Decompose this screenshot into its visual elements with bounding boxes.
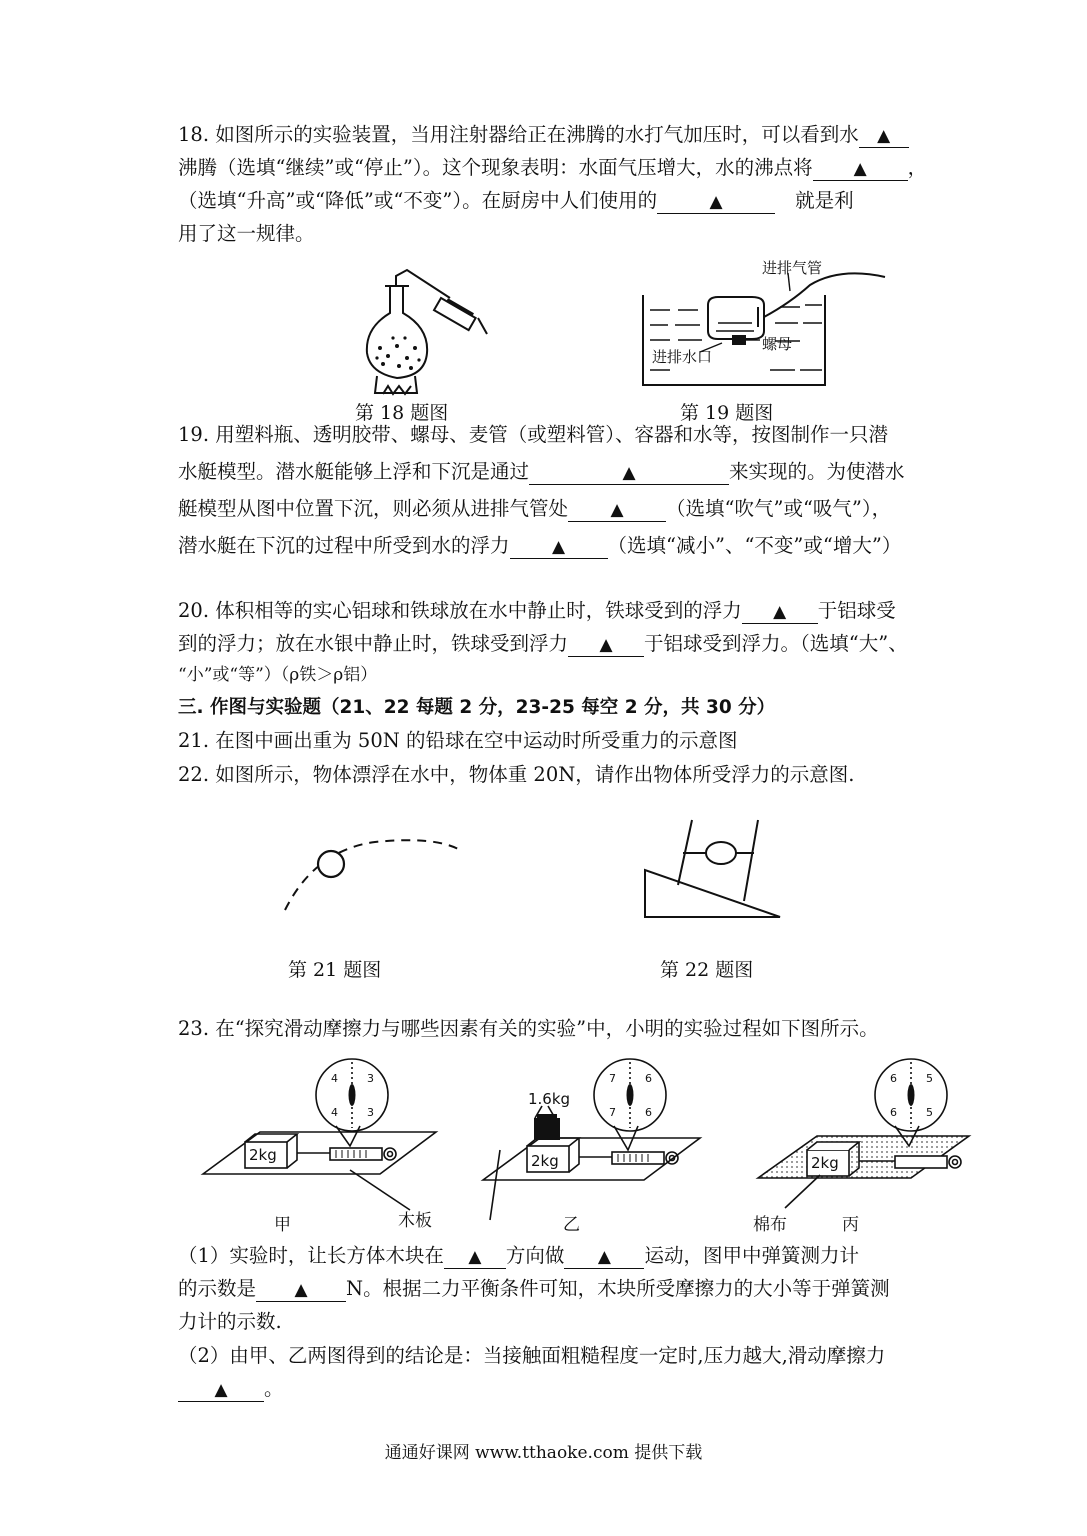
- fig23-label-board: 木板: [398, 1211, 432, 1231]
- fig23-label-jia: 甲: [274, 1215, 291, 1235]
- fig21-caption: 第 21 题图: [288, 959, 382, 981]
- svg-text:7: 7: [609, 1106, 616, 1119]
- q21-text: 21. 在图中画出重为 50N 的铅球在空中运动时所受重力的示意图: [178, 729, 738, 752]
- answer-blank[interactable]: ▲: [444, 1245, 506, 1269]
- svg-text:4: 4: [331, 1106, 338, 1119]
- q20-line3: “小”或“等”）（ρ铁＞ρ铝）: [178, 665, 378, 685]
- q18-line3: （选填“升高”或“降低”或“不变”）。在厨房中人们使用的 ▲ 就是利: [178, 189, 854, 212]
- fig23-block-mass-bing: 2kg: [811, 1154, 839, 1172]
- fig19-tube-label: 进排气管: [762, 259, 823, 277]
- fig23-label-yi: 乙: [563, 1215, 580, 1235]
- fig18-flask-diagram: [355, 268, 505, 398]
- svg-text:3: 3: [367, 1106, 374, 1119]
- answer-blank[interactable]: ▲: [813, 157, 908, 181]
- q19-line4: 潜水艇在下沉的过程中所受到水的浮力 ▲ （选填“减小”、“不变”或“增大”）: [178, 534, 902, 557]
- answer-blank[interactable]: ▲: [859, 124, 909, 148]
- answer-blank[interactable]: ▲: [742, 600, 818, 624]
- q22-text: 22. 如图所示，物体漂浮在水中，物体重 20N，请作出物体所受浮力的示意图.: [178, 763, 855, 786]
- fig19-inlet-label: 进排水口: [652, 348, 713, 366]
- fig22-caption: 第 22 题图: [660, 959, 754, 981]
- answer-blank[interactable]: ▲: [568, 498, 666, 522]
- q23-part2-line2: ▲ 。: [178, 1376, 284, 1402]
- q19-line1: 19. 用塑料瓶、透明胶带、螺母、麦管（或塑料管）、容器和水等，按图制作一只潜: [178, 423, 888, 446]
- svg-text:5: 5: [926, 1072, 933, 1085]
- fig23-block-mass-jia: 2kg: [249, 1146, 277, 1164]
- page-footer: 通通好课网 www.tthaoke.com 提供下载: [384, 1443, 703, 1463]
- svg-text:7: 7: [609, 1072, 616, 1085]
- answer-blank[interactable]: ▲: [657, 190, 775, 214]
- q23-part1-line3: 力计的示数.: [178, 1310, 282, 1333]
- answer-blank[interactable]: ▲: [529, 461, 729, 485]
- fig23-weight-mass-yi: 1.6kg: [528, 1090, 571, 1108]
- fig18-caption: 第 18 题图: [355, 402, 449, 424]
- q18-line1: 18. 如图所示的实验装置，当用注射器给正在沸腾的水打气加压时，可以看到水 ▲: [178, 122, 909, 148]
- fig23-label-cloth: 棉布: [753, 1215, 787, 1235]
- svg-text:6: 6: [890, 1106, 897, 1119]
- q23-part2-line1: （2）由甲、乙两图得到的结论是：当接触面粗糙程度一定时,压力越大,滑动摩擦力: [178, 1344, 886, 1367]
- svg-text:3: 3: [367, 1072, 374, 1085]
- svg-text:6: 6: [890, 1072, 897, 1085]
- fig23-panel-bing: [755, 1050, 975, 1210]
- section3-title: 三. 作图与实验题（21、22 每题 2 分，23-25 每空 2 分，共 30 分）: [178, 697, 776, 718]
- q18-line4: 用了这一规律。: [178, 222, 315, 245]
- q23-part1-line2: 的示数是 ▲ N。根据二力平衡条件可知，木块所受摩擦力的大小等于弹簧测: [178, 1277, 890, 1300]
- fig23-label-bing: 丙: [842, 1215, 859, 1235]
- fig23-panel-jia: [200, 1050, 440, 1210]
- svg-text:4: 4: [331, 1072, 338, 1085]
- answer-blank[interactable]: ▲: [178, 1378, 264, 1402]
- q20-line2: 到的浮力；放在水银中静止时，铁球受到浮力 ▲ 于铝球受到浮力。（选填“大”、: [178, 632, 908, 655]
- answer-blank[interactable]: ▲: [568, 633, 644, 657]
- answer-blank[interactable]: ▲: [564, 1245, 644, 1269]
- fig23-panel-yi: [480, 1050, 720, 1210]
- q19-line3: 艇模型从图中位置下沉，则必须从进排气管处 ▲ （选填“吹气”或“吸气”），: [178, 497, 892, 520]
- fig19-caption: 第 19 题图: [680, 402, 774, 424]
- q18-line2: 沸腾（选填“继续”或“停止”）。这个现象表明：水面气压增大，水的沸点将 ▲ ，: [178, 156, 928, 179]
- answer-blank[interactable]: ▲: [256, 1278, 346, 1302]
- fig21-trajectory-diagram: [275, 830, 475, 920]
- q23-intro: 23. 在“探究滑动摩擦力与哪些因素有关的实验”中，小明的实验过程如下图所示。: [178, 1017, 879, 1040]
- q19-line2: 水艇模型。潜水艇能够上浮和下沉是通过 ▲ 来实现的。为使潜水: [178, 460, 905, 483]
- fig19-nut-label: 螺母: [762, 335, 793, 353]
- svg-text:6: 6: [645, 1106, 652, 1119]
- q23-part1-line1: （1）实验时，让长方体木块在 ▲ 方向做 ▲ 运动，图甲中弹簧测力计: [178, 1244, 859, 1267]
- fig23-block-mass-yi: 2kg: [531, 1152, 559, 1170]
- q20-line1: 20. 体积相等的实心铝球和铁球放在水中静止时，铁球受到的浮力 ▲ 于铝球受: [178, 599, 896, 622]
- answer-blank[interactable]: ▲: [510, 535, 608, 559]
- fig22-incline-diagram: [640, 815, 790, 925]
- svg-text:6: 6: [645, 1072, 652, 1085]
- svg-text:5: 5: [926, 1106, 933, 1119]
